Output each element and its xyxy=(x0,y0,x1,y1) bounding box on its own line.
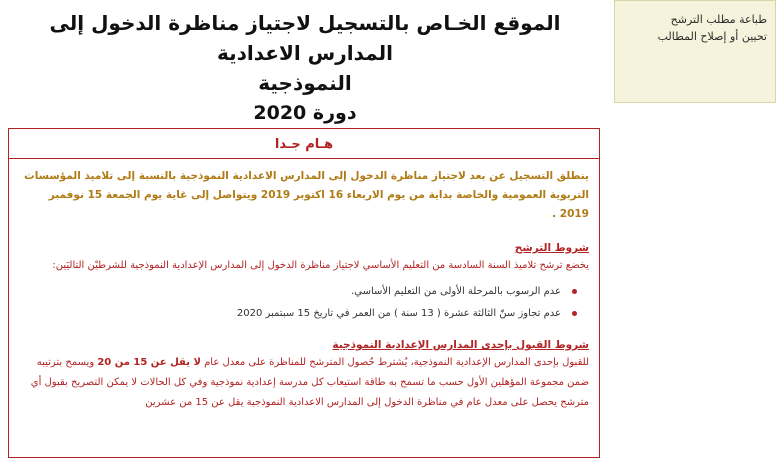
admission-conditions-text xyxy=(19,353,589,413)
list-item-text: عدم تجاوز سنّ الثالثة عشرة ( 13 سنة ) من العمر في تاريخ 15 سبتمبر 2020 xyxy=(236,308,561,319)
admission-minimum-score: لا يقل عن 15 من 20 xyxy=(97,357,201,368)
candidacy-conditions-heading: شروط الترشح xyxy=(514,242,589,254)
candidacy-conditions-text: يخضع ترشح تلاميذ السنة السادسة من التعليم الأساسي لاجتياز مناظرة الدخول إلى المدارس الإعدادية النموذجية للشرطيْن التاليَين: xyxy=(52,260,589,271)
notice-title: هـام جـدا xyxy=(9,135,599,159)
admission-text-part2: ويسمح بترتيبه ضمن مجموعة المؤهلين الأول حسب ما تسمح به طاقة استيعاب كل مدرسة إعدادية نموذجية وفي كل الحالات لا يمكن التصريح بقبول أي مترشح يحصل على معدل عام في مناظرة الدخول إلى المدارس الاعدادية النموذجية يقل عن 15 من عشرين xyxy=(30,357,589,408)
admission-text-part1: للقبول بإحدى المدارس الإعدادية النموذجية، يُشترط حُصول المترشح للمناظرة على معدل عام xyxy=(200,357,589,368)
page-title-line1: الموقع الخـاص بالتسجيل لاجتياز مناظرة الدخول إلى المدارس الاعدادية xyxy=(49,11,561,65)
candidacy-conditions-list xyxy=(19,281,589,325)
bullet-icon xyxy=(572,289,577,294)
page-header xyxy=(20,8,590,128)
list-item xyxy=(19,303,577,325)
side-panel xyxy=(614,0,776,103)
bullet-icon xyxy=(572,311,577,316)
list-item xyxy=(19,281,577,303)
important-notice-box xyxy=(8,128,600,458)
page-title-line2: النموذجية xyxy=(258,71,352,95)
page-title-session: دورة 2020 xyxy=(253,102,357,124)
list-item-text: عدم الرسوب بالمرحلة الأولى من التعليم الأساسي. xyxy=(351,286,561,297)
admission-conditions-heading: شروط القبول بإحدى المدارس الإعدادية النموذجية xyxy=(332,339,589,351)
registration-intro: ينطلق التسجيل عن بعد لاجتياز مناظرة الدخول إلى المدارس الاعدادية النموذجية بالنسبة إلى تلاميذ المؤسسات التربوية العمومية والخاصة بداية من يوم الاربعاء 16 اكتوبر 2019 ويتواصل إلى غاية يوم الجمعة 15 نوفمبر 2019 . xyxy=(24,170,589,220)
print-application-link[interactable]: طباعة مطلب الترشح xyxy=(670,13,767,26)
update-application-link[interactable]: تحيين أو إصلاح المطالب xyxy=(657,30,767,43)
